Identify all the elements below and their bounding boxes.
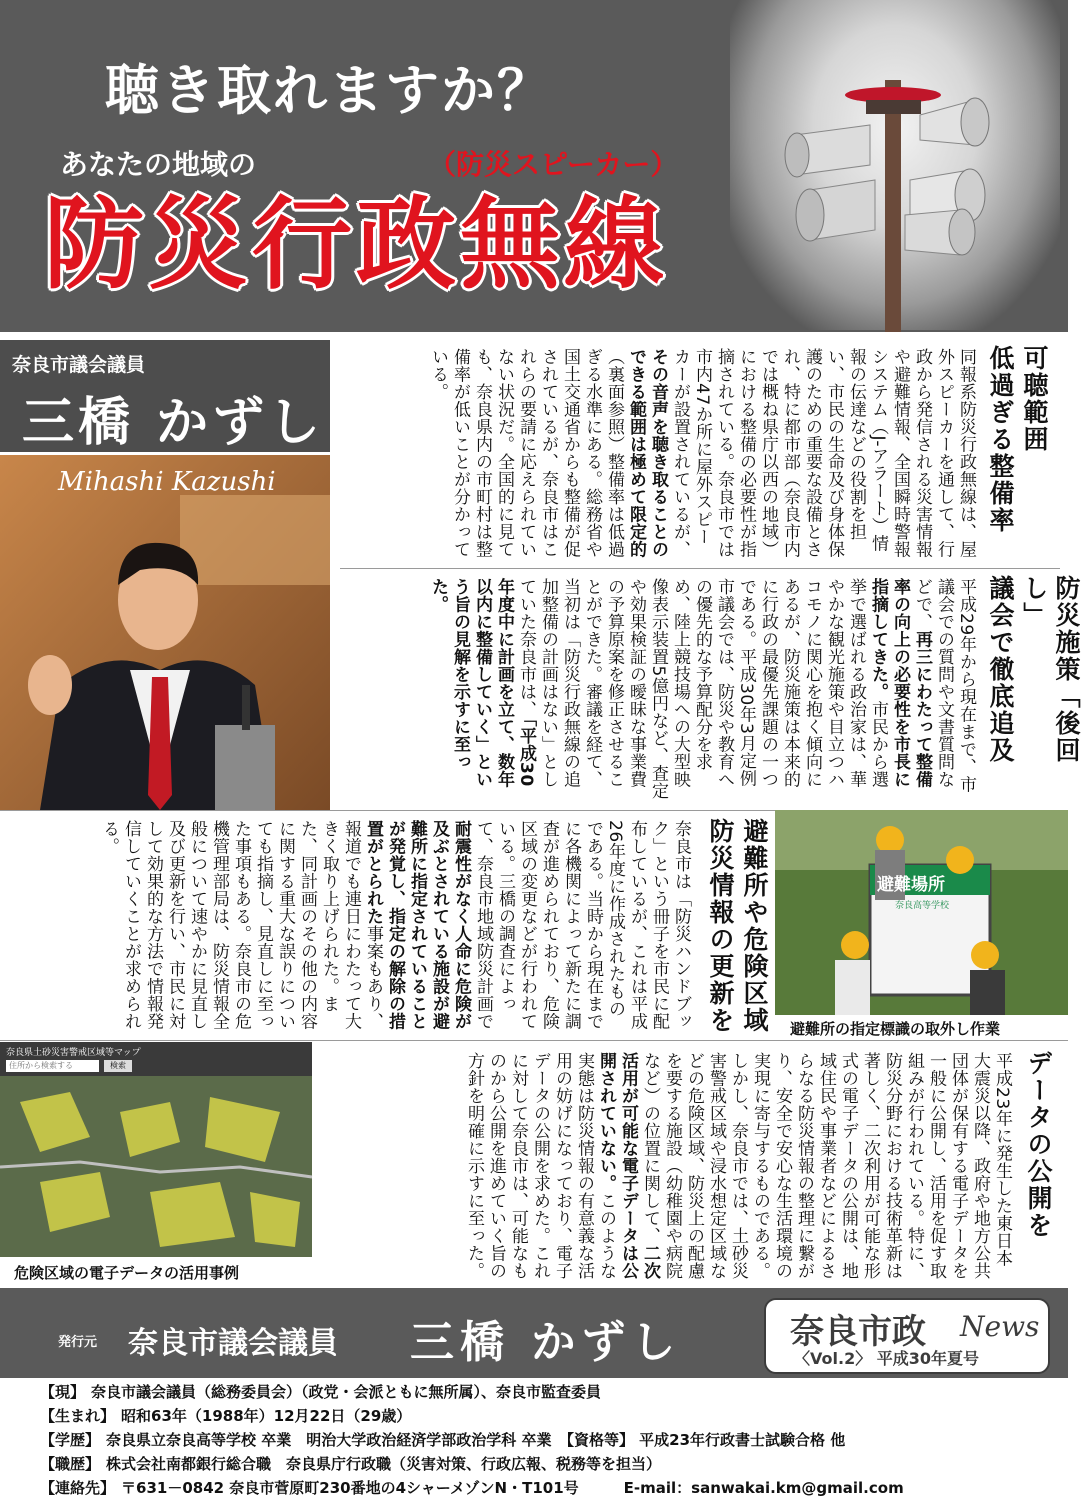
hearing-body: 同報系防災行政無線は、屋外スピーカーを通して、行政から発信される災害情報や避難情報、全国瞬時警報システム（J-アラート）情報の伝達などの役割を担い、市民の生命及び身体保護のための重要な設備とされ、特に都市部（奈良市内では概ね県庁以西の地域）における整備の必要性が指摘されている。奈良市では市内47か所に屋外スピーカーが設置されているが、その音声を聴き取ることのできる範囲は極めて限定的（裏面参照）整備率は低過ぎる水準にある。総務省や国土交通省からも整備が促されているが、奈良市はこれらの要請に応えられていない状況だ。全国的に見ても、奈良県内の市町村は整備率が低いことが分かっている。 [428, 348, 976, 558]
data-emphasis: 二次活用が可能な電子データは公開されていない。 [596, 1052, 660, 1280]
shelter-sign-text: 避難場所 [877, 875, 945, 895]
profile-header [0, 340, 330, 452]
info-current: 【現】 奈良市議会議員（総務委員会）（政党・会派ともに無所属）、奈良市監査委員 [40, 1383, 602, 1401]
profile-name: 三橋 かずし [22, 393, 325, 453]
info-education: 【学歴】 奈良県立奈良高等学校 卒業 明治大学政治経済学部政治学科 卒業 【資格等】 平成23年行政書士試験合格 他 [40, 1431, 846, 1449]
info-career: 【職歴】 株式会社南都銀行総合職 奈良県庁行政職（災害対策、行政広報、税務等を担当） [40, 1455, 662, 1473]
shelter-sign-photo [775, 810, 1068, 1015]
hazard-map-graphic [0, 1042, 312, 1257]
newsletter-issue: 〈Vol.2〉 平成30年夏号 [794, 1349, 980, 1368]
main-title: 防災行政無線 [44, 186, 668, 303]
publisher-role: 奈良市議会議員 [128, 1326, 338, 1361]
shelter-photo-caption: 避難所の指定標識の取外し作業 [790, 1020, 1001, 1038]
data-heading: データの公開を [1024, 1050, 1053, 1239]
hearing-emphasis: その音声を聴き取ることのできる範囲は極めて限定的 [626, 348, 668, 558]
profile-role: 奈良市議会議員 [12, 354, 146, 376]
shelter-emphasis: 耐震性がなく人命に危険が及ぶとされている施設が避難所に指定されていることが発覚し、指定の解除の措置がとられた [363, 820, 471, 1030]
profile-photo [0, 455, 330, 810]
policy-heading-b: 議会で徹底追及 [986, 575, 1015, 764]
footer-banner [0, 1288, 1068, 1378]
hazard-map-image [0, 1042, 312, 1257]
shelter-work-image [775, 810, 1068, 1015]
policy-heading-a: 防災施策「後回し」 [1020, 575, 1081, 764]
map-caption: 危険区域の電子データの活用事例 [14, 1264, 240, 1282]
newsletter-badge [764, 1298, 1050, 1374]
publisher-name: 三橋 かずし [410, 1317, 682, 1368]
speaker-tower-image [770, 40, 1030, 332]
info-birth: 【生まれ】 昭和63年（1988年）12月22日（29歳） [40, 1407, 412, 1425]
profile-name-roman: Mihashi Kazushi [58, 467, 276, 497]
shelter-body: 奈良市は「防災ハンドブック」という冊子を市民に配布しているが、これは平成26年度に作成されたものである。当時から現在までに各機関によって新たに調査が進められており、危険区域の変更などが行われている。三橋の調査によって、奈良市地域防災計画で耐震性がなく人命に危険が及ぶとされている施設が避難所に指定されていることが発覚し、指定の解除の措置がとられた事案もあり、報道でも連日にわたって大きく取り上げられた。また、同計画のその他の内容に関する重大な誤りについても指摘し、見直しに至った事項もある。奈良市の危機管理部局は、防災情報全般について速やかに見直し及び更新を行い、市民に対して効果的な方法で情報発信していくことが求められる。 [99, 820, 691, 1030]
info-contact: 【連絡先】 〒631－0842 奈良市菅原町230番地の4シャーメゾンN・T101号 E-mail：sanwakai.km@gmail.com [40, 1479, 904, 1497]
policy-emphasis-1: 再三にわたって整備率の向上の必要性を市長に指摘してきた。 [868, 578, 932, 788]
profile-info [40, 1380, 1040, 1500]
map-search-input[interactable]: 住所から検索する [6, 1060, 99, 1072]
tagline: 聴き取れますか？ [105, 59, 553, 122]
speaker-portrait-image [0, 455, 330, 810]
publisher-label: 発行元 [58, 1335, 98, 1350]
map-search-button[interactable]: 検索 [104, 1060, 132, 1072]
hearing-heading-b: 低過ぎる整備率 [986, 345, 1015, 534]
newsletter-name: 奈良市政 [790, 1312, 926, 1352]
subtitle-left: あなたの地域の [60, 148, 257, 181]
shelter-heading-b: 防災情報の更新を [706, 818, 735, 1034]
newsletter-word: News [960, 1310, 1040, 1343]
divider [0, 1040, 1068, 1041]
shelter-heading-a: 避難所や危険区域 [740, 818, 769, 1034]
divider [340, 568, 1060, 569]
data-body: 平成23年に発生した東日本大震災以降、政府や地方公共団体が保有する電子データを一般に公開し、活用を促す取組みが行われている。特に、防災分野における技術革新は著しく、二次利用が可能な形式の電子データの公開は、地域住民や事業者などによるさらなる防災情報の整理に繋がり、安全で安心な生活環境の実現に寄与するものである。しかし、奈良市では、土砂災害警戒区域や浸水想定区域などの危険区域、防災上の配慮を要する施設（幼稚園や病院など）の位置に関して、二次活用が可能な電子データは公開されていない。このような実態は防災情報の有意義な活用の妨げになっており、電子データの公開を求めた。これに対して奈良市は、可能なものから公開を進めていく旨の方針を明確に示すに至った。 [464, 1052, 1012, 1280]
hearing-heading-a: 可聴範囲 [1020, 345, 1049, 453]
policy-emphasis-2: 「平成30年度中に計画を立て、数年以内に整備していく」という旨の見解を示すに至った。 [428, 578, 536, 788]
shelter-sign-subtext: 奈良高等学校 [895, 901, 950, 911]
policy-body: 平成29年から現在まで、市議会での質問や文書質問などで、再三にわたって整備率の向上の必要性を市長に指摘してきた。市民から選挙で選ばれる政治家は、華やかな観光施策や目立つハコモノに関心を抱く傾向にあるが、防災施策は本来的に行政の最優先課題の一つである。平成30年3月定例市議会では、防災や教育への優先的な予算配分を求め、陸上競技場への大型映像表示装置5億円など、査定や効果検証の曖昧な事業費の予算原案を修正させることができた。審議を経て、当初は「防災行政無線の追加整備の計画はない」としていた奈良市は、「平成30年度中に計画を立て、数年以内に整備していく」という旨の見解を示すに至った。 [428, 578, 976, 800]
map-title: 奈良県土砂災害警戒区域等マップ [6, 1048, 141, 1058]
header-banner [0, 0, 1068, 332]
subtitle-right: （防災スピーカー） [428, 148, 679, 181]
